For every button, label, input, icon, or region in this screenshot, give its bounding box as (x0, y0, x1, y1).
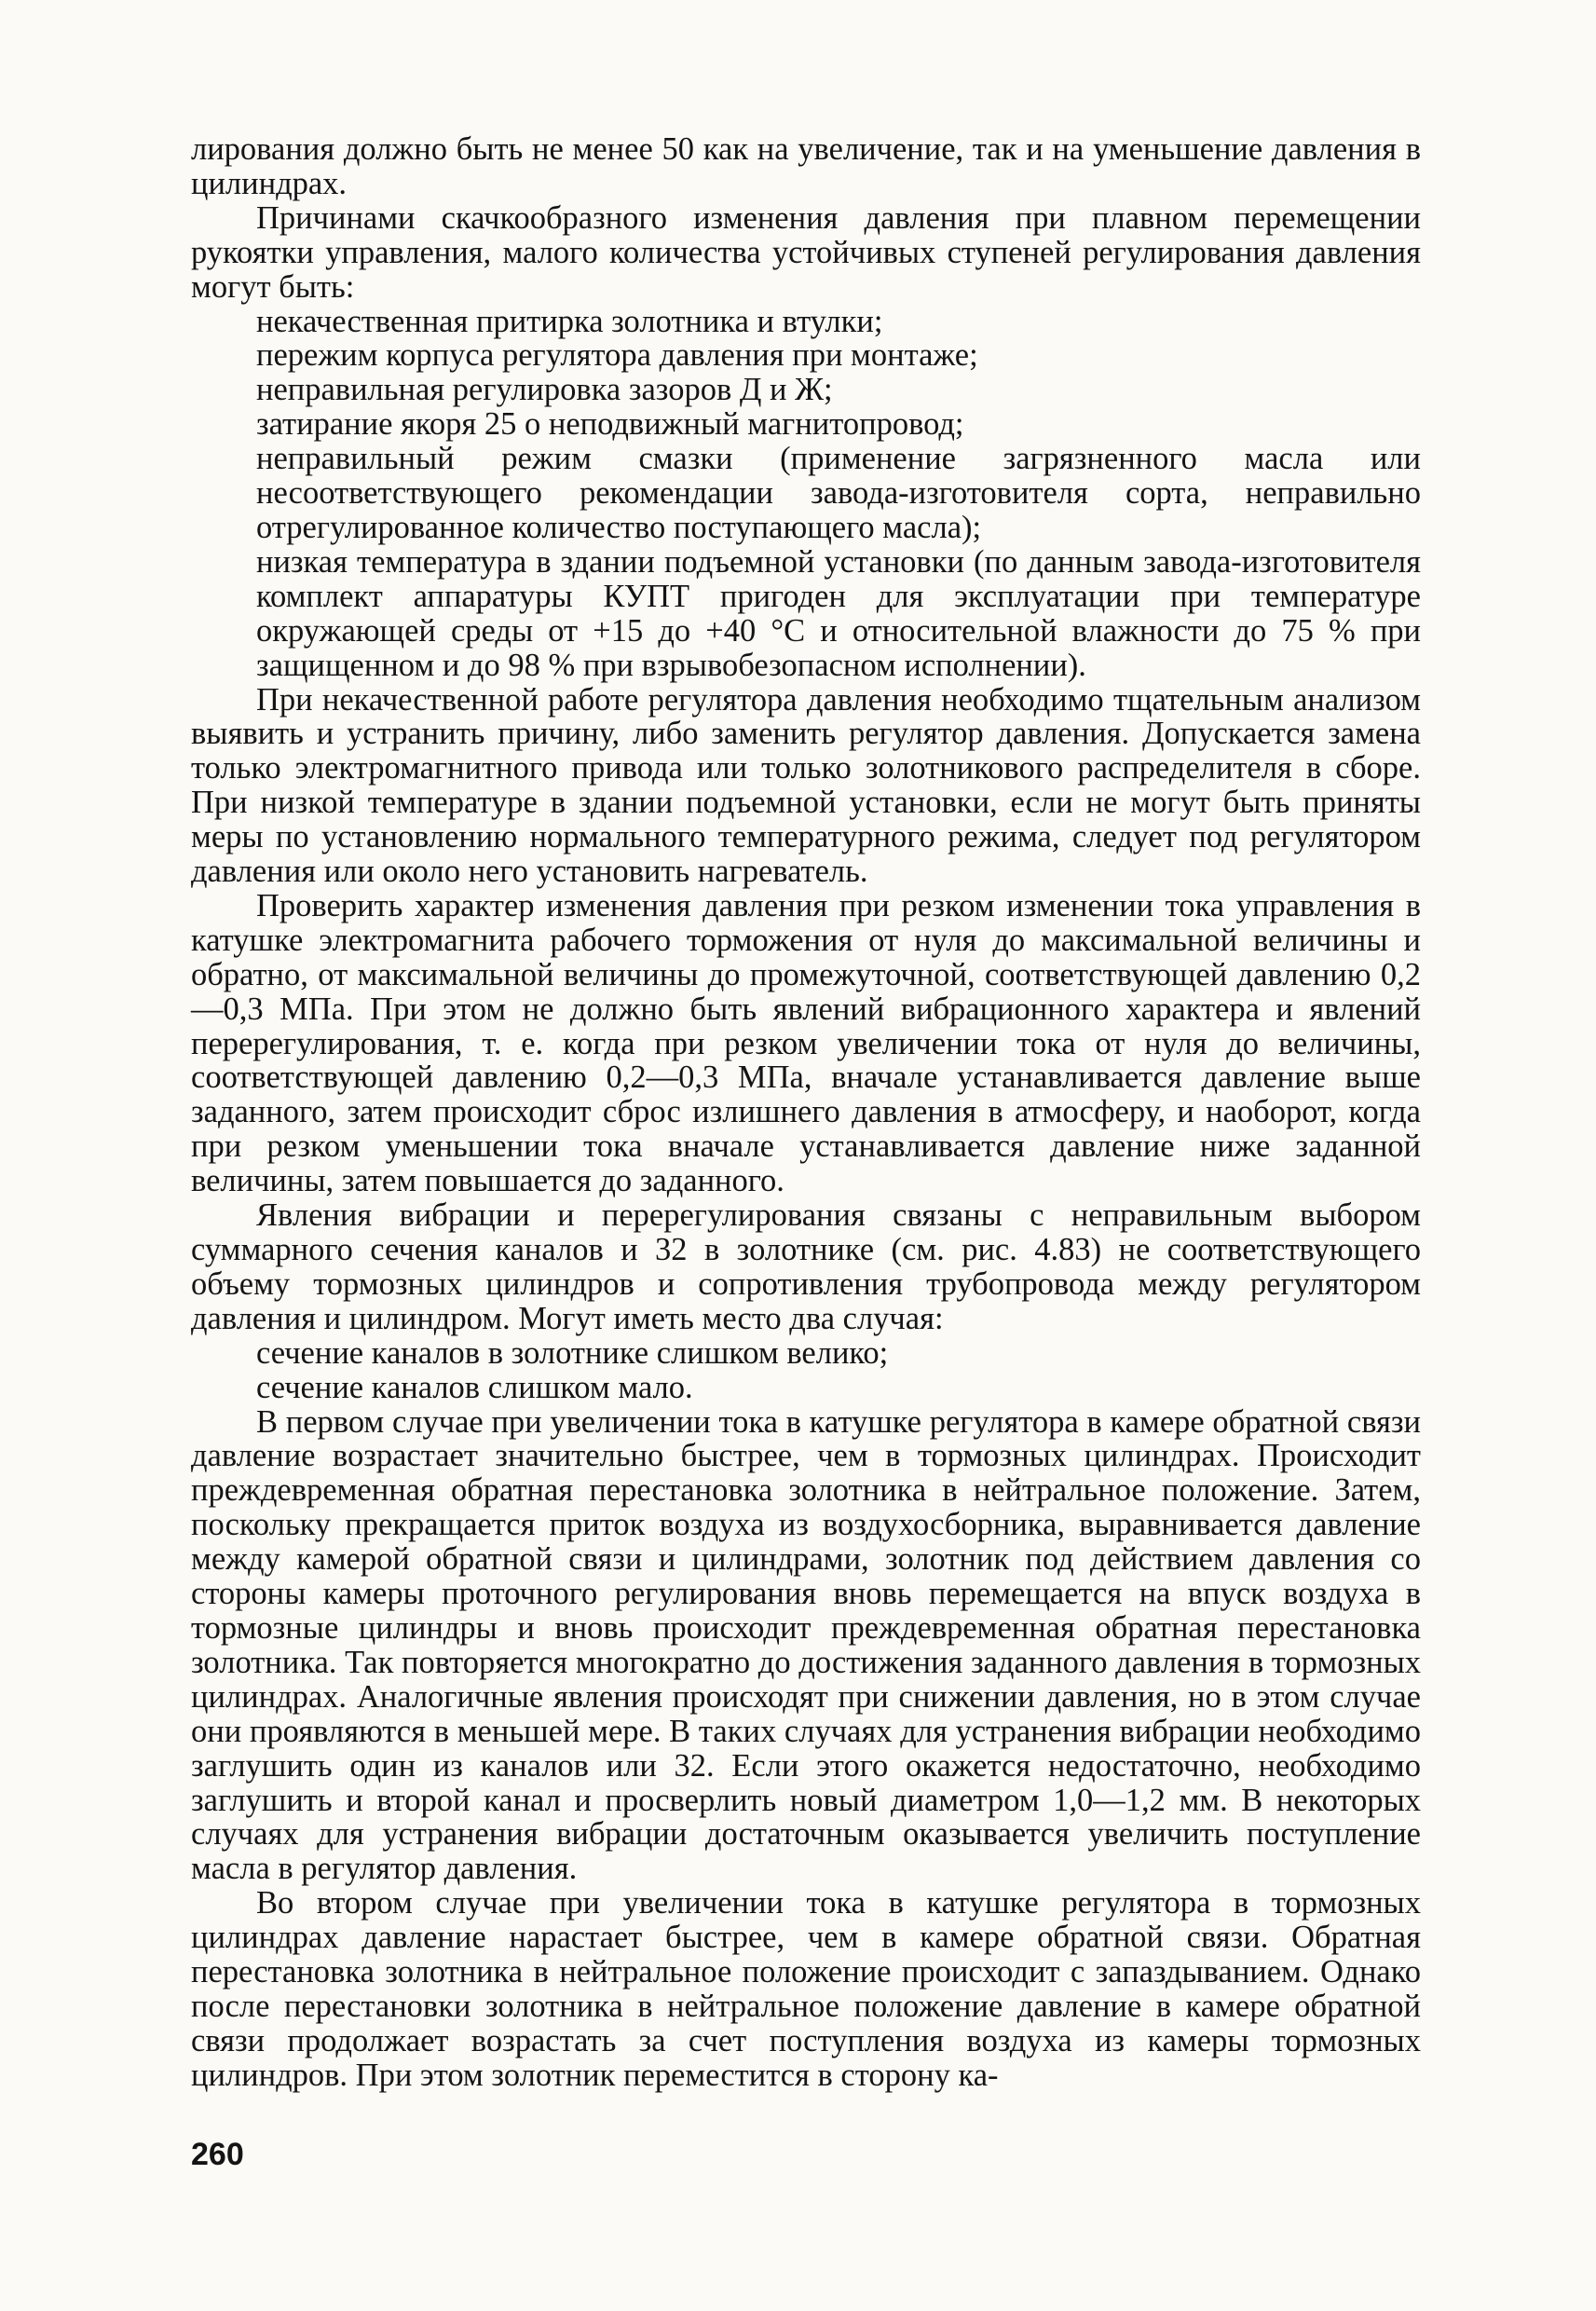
paragraph-continuation: лирования должно быть не менее 50 как на увеличение, так и на уменьшение давления в цилиндрах. (191, 131, 1421, 201)
list-item: сечение каналов в золотнике слишком велико; (256, 1334, 889, 1371)
paragraph-vibration: Явления вибрации и перерегулирования связаны с неправильным выбором суммарного сечения каналов и 32 в золотнике (см. рис. 4.83) не соответствующего объему тормозных цилиндров и сопротивления трубопровода между регулятором давления и цилиндром. Могут иметь место два случая: (191, 1197, 1421, 1336)
list-item: низкая температура в здании подъемной установки (по данным завода-изготовителя комплект аппаратуры КУПТ пригоден для эксплуатации при температуре окружающей среды от +15 до +40 °С и относительной влажности до 75 % при защищенном и до 98 % при взрывобезопасном исполнении). (256, 543, 1421, 683)
paragraph-second-case: Во втором случае при увеличении тока в катушке регулятора в тормозных цилиндрах давление нарастает быстрее, чем в камере обратной связи. Обратная перестановка золотника в нейтральное положение происходит с запаздыванием. Однако после перестановки золотника в нейтральное положение давление в камере обратной связи продолжает возрастать за счет поступления воздуха из камеры тормозных цилиндров. При этом золотник переместится в сторону ка- (191, 1885, 1421, 2093)
list-item: неправильная регулировка зазоров Д и Ж; (256, 372, 833, 408)
list-item: пережим корпуса регулятора давления при монтаже; (256, 337, 978, 374)
list-item: некачественная притирка золотника и втулки; (256, 303, 883, 339)
page-body (191, 132, 1421, 2093)
paragraph-check-pressure: Проверить характер изменения давления при резком изменении тока управления в катушке электромагнита рабочего торможения от нуля до максимальной величины и обратно, от максимальной величины до промежуточной, соответствующей давлению 0,2—0,3 МПа. При этом не должно быть явлений вибрационного характера и явлений перерегулирования, т. е. когда при резком увеличении тока от нуля до величины, соответствующей давлению 0,2—0,3 МПа, вначале устанавливается давление выше заданного, затем происходит сброс излишнего давления в атмосферу, и наоборот, когда при резком уменьшении тока вначале устанавливается давление ниже заданной величины, затем повышается до заданного. (191, 887, 1421, 1199)
page-number: 260 (191, 2137, 244, 2172)
list-item: неправильный режим смазки (применение загрязненного масла или несоответствующего рекомендации завода-изготовителя сорта, неправильно отрегулированное количество поступающего масла); (256, 441, 1421, 545)
list-item: сечение каналов слишком мало. (256, 1369, 693, 1405)
list-item: затирание якоря 25 о неподвижный магнитопровод; (256, 406, 964, 443)
paragraph-causes-intro: Причинами скачкообразного изменения давления при плавном перемещении рукоятки управления, малого количества устойчивых ступеней регулирования давления могут быть: (191, 199, 1421, 305)
paragraph-first-case: В первом случае при увеличении тока в катушке регулятора в камере обратной связи давление возрастает значительно быстрее, чем в тормозных цилиндрах. Происходит преждевременная обратная перестановка золотника в нейтральное положение. Затем, поскольку прекращается приток воздуха из воздухосборника, выравнивается давление между камерой обратной связи и цилиндрами, золотник под действием давления со стороны камеры проточного регулирования вновь перемещается на впуск воздуха в тормозные цилиндры и вновь происходит преждевременная обратная перестановка золотника. Так повторяется многократно до достижения заданного давления в тормозных цилиндрах. Аналогичные явления происходят при снижении давления, но в этом случае они проявляются в меньшей мере. В таких случаях для устранения вибрации необходимо заглушить один из каналов или 32. Если этого окажется недостаточно, необходимо заглушить и второй канал и просверлить новый диаметром 1,0—1,2 мм. В некоторых случаях для устранения вибрации достаточным оказывается увеличить поступление масла в регулятор давления. (191, 1403, 1421, 1887)
paragraph-poor-operation: При некачественной работе регулятора давления необходимо тщательным анализом выявить и устранить причину, либо заменить регулятор давления. Допускается замена только электромагнитного привода или только золотникового распределителя в сборе. При низкой температуре в здании подъемной установки, если не могут быть приняты меры по установлению нормального температурного режима, следует под регулятором давления или около него установить нагреватель. (191, 681, 1421, 890)
